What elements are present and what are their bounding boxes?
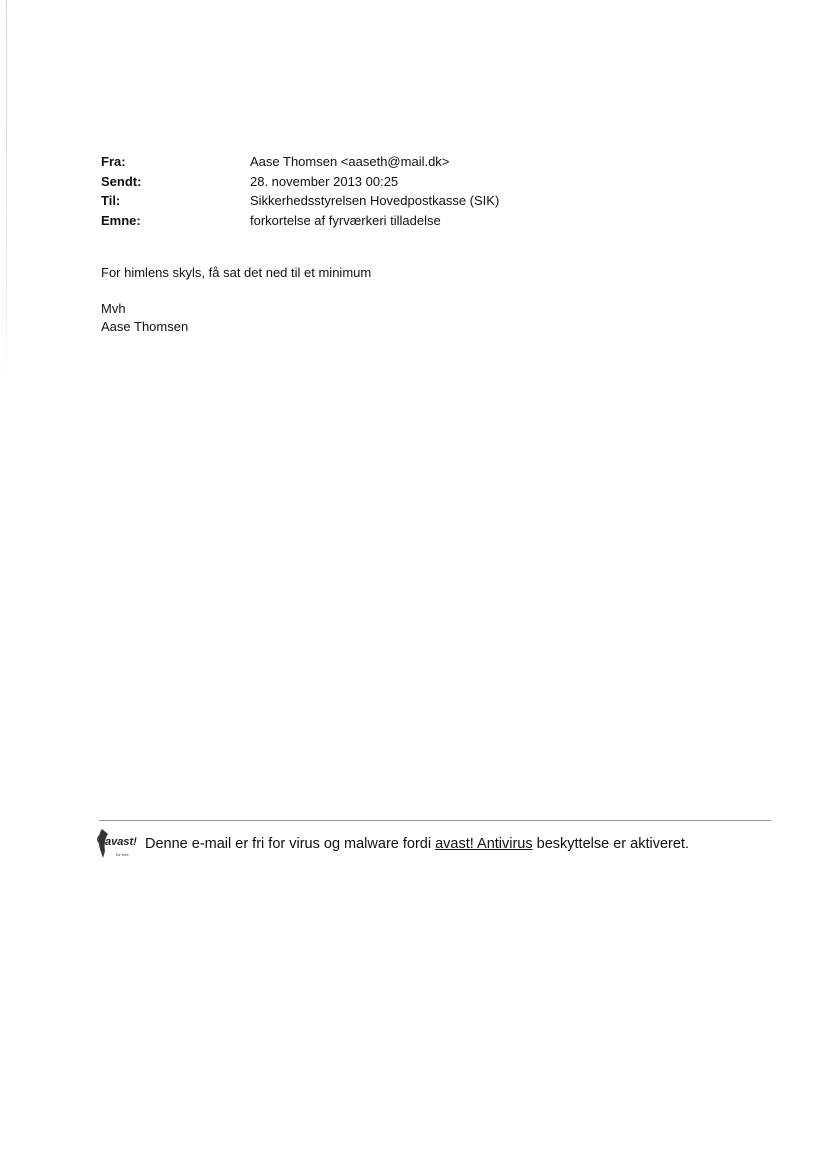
- email-header: [101, 152, 601, 230]
- avast-footer-text: [145, 834, 689, 854]
- email-signature: Aase Thomsen: [101, 319, 189, 334]
- footer-divider: [99, 820, 771, 821]
- avast-footer: [95, 825, 775, 865]
- header-value-sent: 28. november 2013 00:25: [250, 173, 399, 189]
- avast-logo-subtext: for free: [116, 852, 129, 857]
- avast-logo-icon: [95, 825, 137, 861]
- header-row-subject: [101, 211, 601, 231]
- header-label-to: Til:: [101, 193, 121, 208]
- email-body-line: For himlens skyls, få sat det ned til et minimum: [101, 265, 372, 280]
- email-closing: Mvh: [101, 301, 126, 316]
- header-row-from: [101, 152, 601, 172]
- header-label-from: Fra:: [101, 154, 126, 169]
- scan-edge: [6, 0, 7, 390]
- header-value-to: Sikkerhedsstyrelsen Hovedpostkasse (SIK): [250, 193, 500, 208]
- header-row-to: [101, 191, 601, 211]
- header-label-subject: Emne:: [101, 212, 141, 228]
- avast-antivirus-link[interactable]: avast! Antivirus: [435, 836, 533, 852]
- header-label-sent: Sendt:: [101, 173, 142, 189]
- email-body: [101, 264, 701, 282]
- avast-logo-text: avast!: [105, 836, 137, 848]
- header-value-from: Aase Thomsen <aaseth@mail.dk>: [250, 154, 450, 169]
- email-signature-block: [101, 300, 188, 336]
- header-value-subject: forkortelse af fyrværkeri tilladelse: [250, 212, 441, 228]
- header-row-sent: [101, 172, 601, 192]
- avast-footer-text-before: Denne e-mail er fri for virus og malware fordi: [145, 836, 436, 852]
- avast-footer-text-after: beskyttelse er aktiveret.: [532, 836, 689, 852]
